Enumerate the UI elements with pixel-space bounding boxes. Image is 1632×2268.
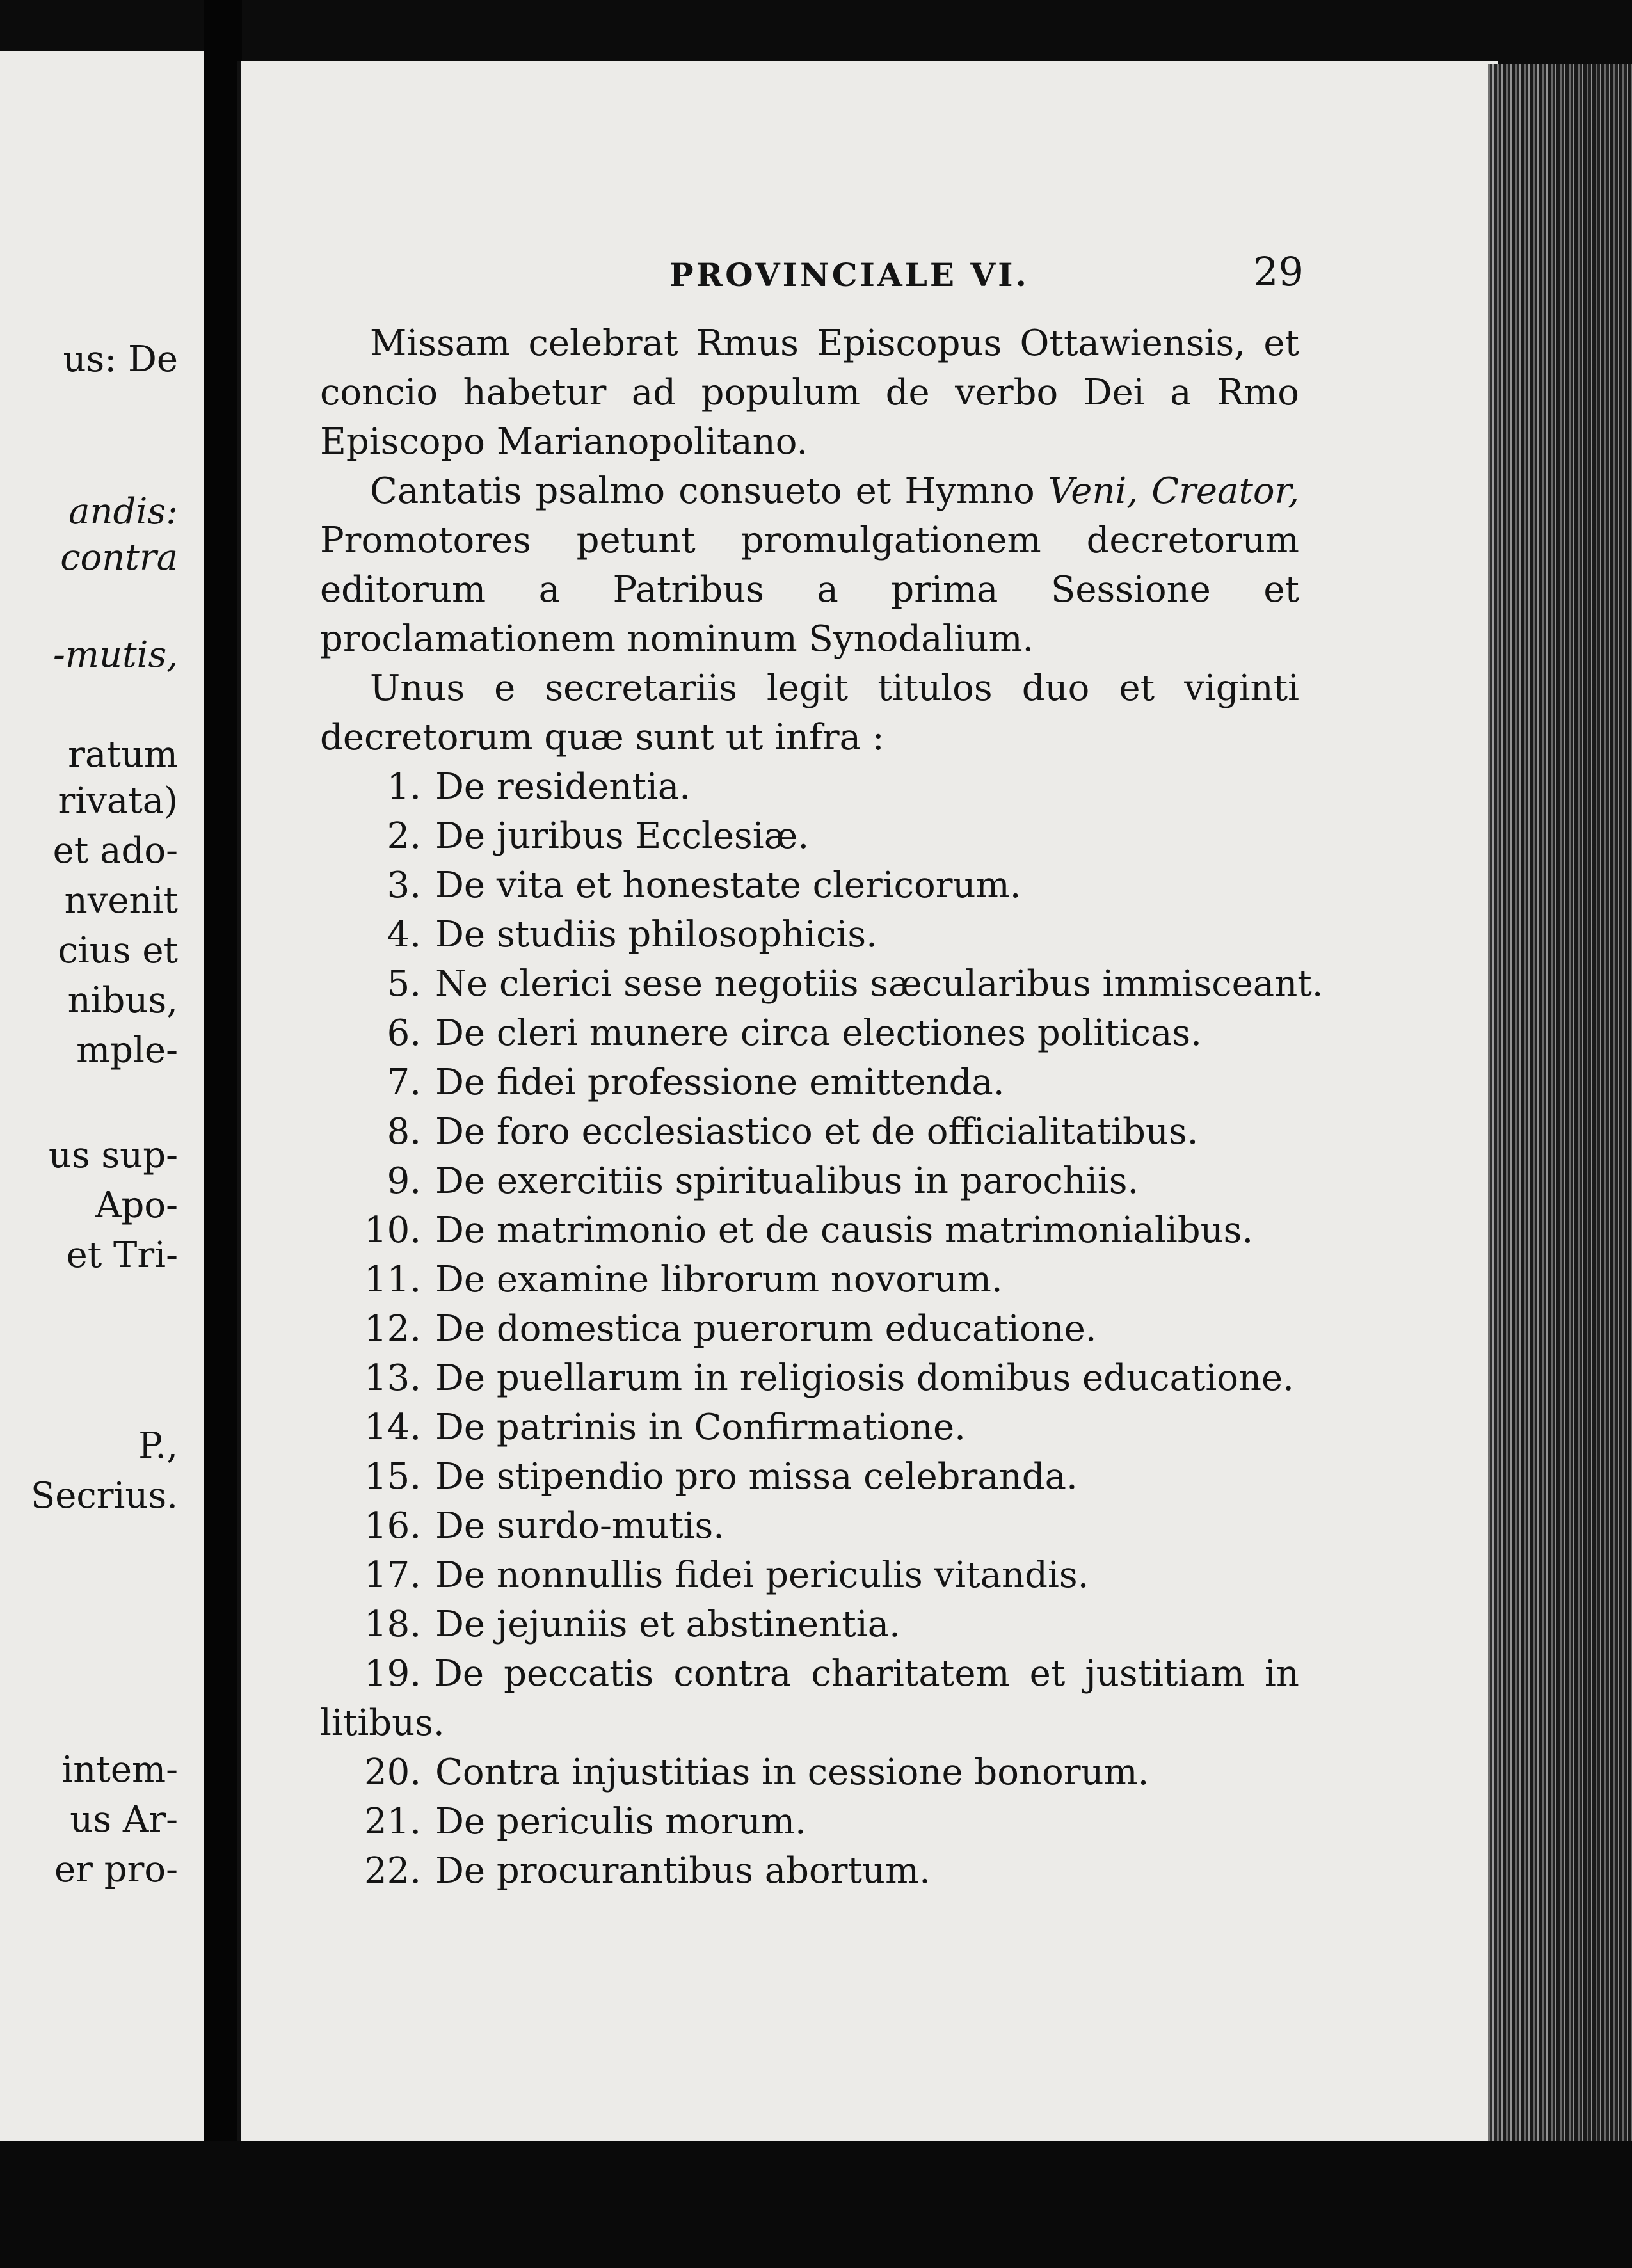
decree-title: De nonnullis fidei periculis vitandis.: [435, 1554, 1089, 1596]
decree-title: De cleri munere circa electiones politicas.: [435, 1012, 1202, 1054]
list-item: [320, 1797, 1299, 1846]
decree-title: De examine librorum novorum.: [435, 1259, 1003, 1300]
book-gutter: [204, 0, 242, 2268]
facing-page-fragment: us sup-: [48, 1135, 178, 1176]
decree-title: De juribus Ecclesiæ.: [435, 815, 810, 857]
facing-page-fragment: ratum: [68, 734, 178, 776]
decree-title: Ne clerici sese negotiis sæcularibus immisceant.: [435, 963, 1324, 1005]
decree-number: 17.: [364, 1554, 421, 1596]
facing-page-fragment: P.,: [138, 1425, 178, 1467]
list-item: [320, 1748, 1299, 1797]
facing-page-fragment: Apo-: [95, 1185, 178, 1226]
decree-number: 12.: [364, 1308, 421, 1350]
list-item: [320, 1058, 1299, 1107]
facing-page-fragment: rivata): [58, 780, 178, 822]
list-item: [320, 1206, 1299, 1255]
list-item: [320, 1354, 1299, 1403]
list-item: [320, 1304, 1299, 1354]
decree-number: 18.: [364, 1604, 421, 1645]
list-item: [320, 1501, 1299, 1551]
list-item: [320, 1551, 1299, 1600]
facing-page-fragment: andis:: [68, 491, 178, 532]
facing-page-fragment: intem-: [61, 1749, 178, 1791]
list-item: [320, 1452, 1299, 1501]
facing-page-fragment: cius et: [58, 930, 178, 971]
decree-title: De periculis morum.: [435, 1801, 806, 1842]
facing-page-fragment: nvenit: [64, 880, 178, 922]
decree-number: 1.: [387, 766, 421, 808]
decree-title: De vita et honestate clericorum.: [435, 865, 1021, 906]
list-item: [320, 1009, 1299, 1058]
list-item: [320, 1107, 1299, 1156]
page-body: [320, 319, 1324, 1896]
decree-title: De fidei professione emittenda.: [435, 1062, 1005, 1103]
decree-number: 11.: [364, 1259, 421, 1300]
background-bottom: [0, 2141, 1632, 2268]
decree-number: 8.: [387, 1111, 421, 1153]
facing-page-fragment: us: De: [63, 339, 178, 380]
facing-page: [0, 51, 204, 2208]
decree-title: De surdo-mutis.: [435, 1505, 725, 1547]
facing-page-fragment: nibus,: [67, 980, 178, 1021]
paragraph: [320, 467, 1299, 664]
facing-page-fragment: er pro-: [54, 1849, 178, 1890]
decree-title: De stipendio pro missa celebranda.: [435, 1456, 1078, 1497]
list-item: [320, 1156, 1299, 1206]
decree-number: 15.: [364, 1456, 421, 1497]
list-item: [320, 1600, 1299, 1649]
list-item: [320, 861, 1299, 910]
decree-title: Contra injustitias in cessione bonorum.: [435, 1752, 1149, 1793]
decree-number: 13.: [364, 1357, 421, 1399]
list-item: [320, 959, 1324, 1009]
decree-number: 20.: [364, 1752, 421, 1793]
list-item: [320, 1255, 1299, 1304]
decree-title: De procurantibus abortum.: [435, 1850, 931, 1892]
decree-title: De peccatis contra charitatem et justitiam in litibus.: [320, 1653, 1299, 1744]
list-item: [320, 1649, 1299, 1748]
paragraph-text: Promotores petunt promulgationem decretorum editorum a Patribus a prima Sessione et proclamationem nominum Synodalium.: [320, 520, 1299, 660]
decree-title: De studiis philosophicis.: [435, 914, 877, 955]
decree-number: 10.: [364, 1210, 421, 1251]
paragraph: Missam celebrat Rmus Episcopus Ottawiensis, et concio habetur ad populum de verbo Dei a Rmo Episcopo Marianopolitano.: [320, 323, 1299, 463]
hymn-title: Veni, Creator,: [1048, 470, 1299, 512]
decree-number: 19.: [364, 1653, 421, 1695]
page-number: 29: [1253, 248, 1304, 295]
facing-page-fragment: contra: [60, 537, 178, 579]
facing-page-fragment: -mutis,: [52, 634, 178, 676]
list-item: [320, 762, 1299, 811]
list-item: [320, 811, 1299, 861]
decree-number: 3.: [387, 865, 421, 906]
list-item: [320, 1403, 1299, 1452]
decree-number: 2.: [387, 815, 421, 857]
decree-number: 22.: [364, 1850, 421, 1892]
paragraph: Unus e secretariis legit titulos duo et viginti decretorum quæ sunt ut infra :: [320, 667, 1299, 758]
decree-number: 21.: [364, 1801, 421, 1842]
decree-title: De matrimonio et de causis matrimonialibus.: [435, 1210, 1254, 1251]
facing-page-fragment: Secrius.: [30, 1475, 178, 1517]
list-item: [320, 1846, 1299, 1896]
decree-list: [320, 762, 1324, 1896]
decree-title: De exercitiis spiritualibus in parochiis.: [435, 1160, 1139, 1202]
running-head: PROVINCIALE VI.: [669, 256, 1029, 294]
decree-title: De domestica puerorum educatione.: [435, 1308, 1097, 1350]
decree-title: De patrinis in Confirmatione.: [435, 1407, 966, 1448]
decree-number: 9.: [387, 1160, 421, 1202]
page-edge: [1488, 64, 1632, 2268]
facing-page-fragment: us Ar-: [70, 1799, 178, 1841]
decree-title: De foro ecclesiastico et de officialitatibus.: [435, 1111, 1199, 1153]
paragraph-text: Cantatis psalmo consueto et Hymno: [370, 470, 1048, 512]
list-item: [320, 910, 1299, 959]
decree-title: De residentia.: [435, 766, 691, 808]
decree-number: 16.: [364, 1505, 421, 1547]
decree-number: 6.: [387, 1012, 421, 1054]
facing-page-fragment: mple-: [76, 1030, 178, 1071]
decree-title: De jejuniis et abstinentia.: [435, 1604, 900, 1645]
decree-number: 4.: [387, 914, 421, 955]
decree-number: 7.: [387, 1062, 421, 1103]
facing-page-fragment: et ado-: [52, 830, 178, 872]
decree-title: De puellarum in religiosis domibus educatione.: [435, 1357, 1294, 1399]
decree-number: 14.: [364, 1407, 421, 1448]
facing-page-fragment: et Tri-: [66, 1234, 178, 1276]
decree-number: 5.: [387, 963, 421, 1005]
